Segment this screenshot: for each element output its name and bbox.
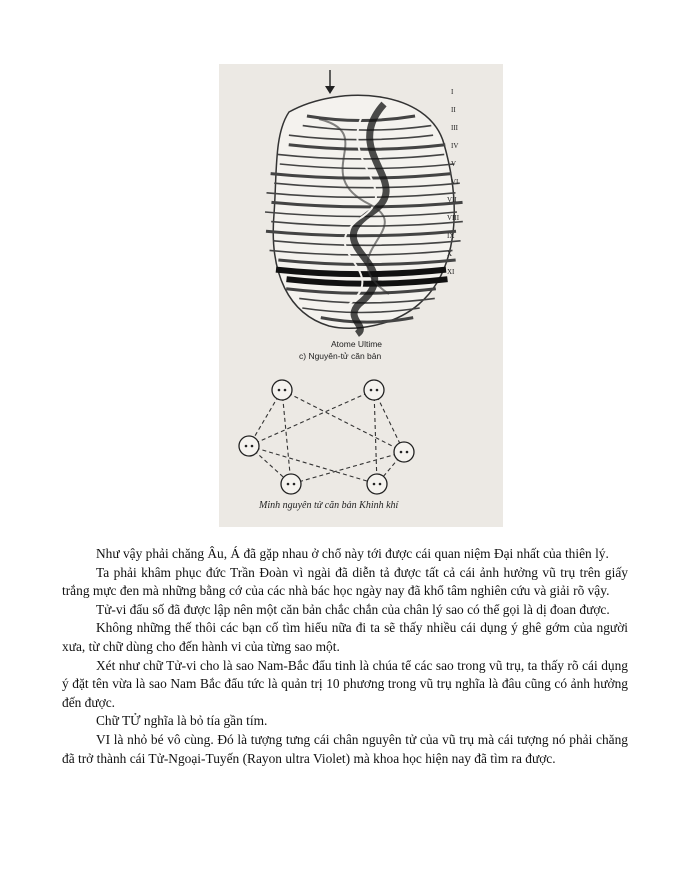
hydrogen-atom-diagram bbox=[239, 380, 414, 494]
paragraph: Ta phải khâm phục đức Trần Đoàn vì ngài đã diễn tả được tất cả cái ảnh hưởng vũ trụ trên giấy trắng mực đen mà những bằng cớ của các nhà bác học ngày nay đã khổ tâm nghiên cứu và giải rõ vậy. bbox=[62, 564, 628, 599]
paragraph: VI là nhỏ bé vô cùng. Đó là tượng tưng cái chân nguyên tử của vũ trụ mà cái tượng nó phải chăng đã trở thành cái Tử-Ngoại-Tuyến (Rayon ultra Violet) mà khoa học hiện nay đã tìm ra được. bbox=[62, 731, 628, 766]
atom-band-label: VIII bbox=[447, 214, 460, 222]
atom-band-label: IV bbox=[451, 142, 459, 150]
diagram-caption: Minh nguyên tử căn bản Khinh khí bbox=[259, 500, 399, 511]
atom-band-label: VII bbox=[447, 196, 457, 204]
atom-band-label: III bbox=[451, 124, 458, 132]
atom-band-label: XI bbox=[447, 268, 455, 276]
paragraph: Tử-vi đẩu số đã được lập nên một căn bản chắc chắn của chân lý sao có thể gọi là dị đoan được. bbox=[96, 601, 610, 617]
atom-band-label: IX bbox=[447, 232, 455, 240]
down-arrow-icon bbox=[325, 70, 335, 94]
scanned-figure bbox=[219, 64, 503, 527]
paragraph: Chữ TỬ nghĩa là bỏ tía gần tím. bbox=[96, 713, 268, 729]
atom-caption-line2: c) Nguyên-tử căn bản bbox=[299, 351, 382, 361]
atom-band-label: V bbox=[451, 160, 457, 168]
paragraph: Như vậy phải chăng Âu, Á đã gặp nhau ở chổ này tới được cái quan niệm Đại nhất của thiên lý. bbox=[96, 546, 609, 561]
atom-band-label: I bbox=[451, 88, 454, 96]
ultimate-atom-drawing bbox=[265, 88, 463, 334]
figure-svg bbox=[219, 64, 503, 527]
paragraph: Không những thế thôi các bạn cố tìm hiểu nữa đi ta sẽ thấy nhiều cái dụng ý ghê gớm của người xưa, từ chữ dùng cho đến hành vi của từng sao một. bbox=[62, 620, 628, 654]
atom-caption-line1: Atome Ultime bbox=[331, 339, 383, 349]
paragraph: Xét như chữ Tử-vi cho là sao Nam-Bắc đẩu tinh là chúa tể các sao trong vũ trụ, ta thấy rõ cái dụng ý đặt tên vừa là sao Nam Bắc đẩu tức là quản trị 10 phương trong vũ trụ nghĩa là đâu cũng có ảnh hưởng đến được. bbox=[62, 657, 628, 710]
body-text bbox=[62, 545, 628, 768]
atom-band-label: VI bbox=[451, 178, 459, 186]
atom-band-label: II bbox=[451, 106, 456, 114]
atom-band-label: X bbox=[447, 250, 453, 258]
